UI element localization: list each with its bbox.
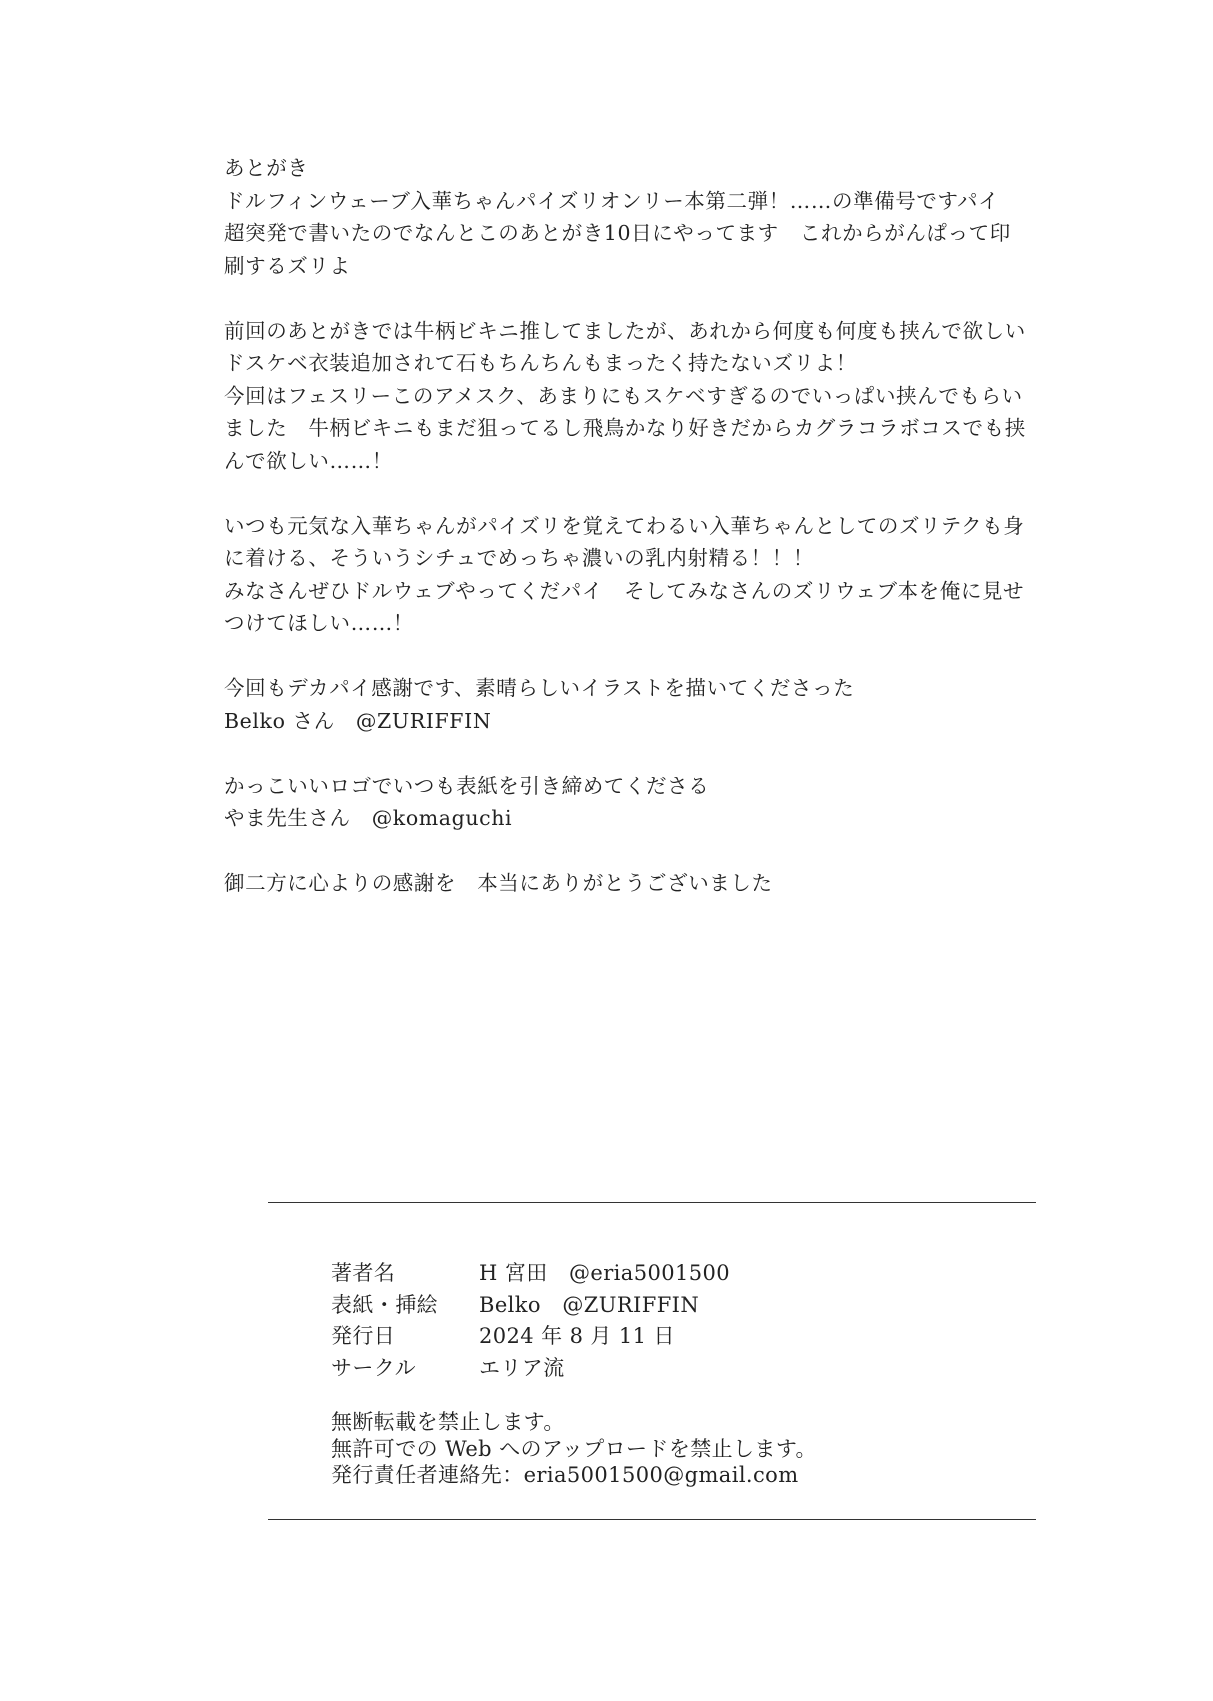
afterword-line: ました 牛柄ビキニもまだ狙ってるし飛鳥かなり好きだからカグラコラボコスでも挟	[224, 416, 1026, 440]
afterword-line: に着ける、そういうシチュでめっちゃ濃いの乳内射精る！！！	[224, 546, 814, 570]
colophon-row-cover	[331, 1290, 730, 1322]
afterword-text	[224, 152, 1124, 900]
no-reprint-notice: 無断転載を禁止します。	[331, 1410, 565, 1434]
author-value: H 宮田 @eria5001500	[479, 1261, 731, 1285]
afterword-line: あとがき	[224, 156, 309, 180]
afterword-line: かっこいいロゴでいつも表紙を引き締めてくださる	[224, 773, 710, 798]
afterword-line: 刷するズリよ	[224, 253, 351, 278]
afterword-line: Belko さん @ZURIFFIN	[224, 708, 492, 733]
colophon-row-date	[331, 1321, 730, 1353]
paragraph-gap	[224, 477, 1124, 510]
colophon-table	[331, 1258, 730, 1384]
no-upload-notice: 無許可での Web へのアップロードを禁止します。	[331, 1436, 817, 1461]
colophon-row-author	[331, 1258, 730, 1290]
colophon-row-circle	[331, 1353, 730, 1385]
circle-label: サークル	[331, 1355, 416, 1380]
paragraph-gap	[224, 282, 1124, 315]
notices-block	[331, 1409, 817, 1489]
afterword-line: 前回のあとがきでは牛柄ビキニ推してましたが、あれから何度も何度も挟んで欲しい	[224, 318, 1026, 343]
afterword-line: んで欲しい……！	[224, 448, 393, 473]
paragraph-gap	[224, 640, 1124, 673]
bottom-divider	[268, 1519, 1036, 1520]
circle-value: エリア流	[479, 1355, 565, 1380]
date-value: 2024 年 8 月 11 日	[479, 1324, 675, 1348]
afterword-line: いつも元気な入華ちゃんがパイズリを覚えてわるい入華ちゃんとしてのズリテクも身	[224, 513, 1025, 538]
paragraph-gap	[224, 737, 1124, 770]
afterword-line: みなさんぜひドルウェブやってくだパイ そしてみなさんのズリウェブ本を俺に見せ	[224, 578, 1025, 603]
afterword-line: 今回はフェスリーこのアメスク、あまりにもスケベすぎるのでいっぱい挟んでもらい	[224, 383, 1023, 408]
afterword-line: 御二方に心よりの感謝を 本当にありがとうございました	[224, 871, 773, 895]
afterword-line: ドルフィンウェーブ入華ちゃんパイズリオンリー本第二弾！……の準備号ですパイ	[224, 188, 1000, 213]
author-label: 著者名	[331, 1261, 396, 1285]
top-divider	[268, 1202, 1036, 1203]
afterword-line: つけてほしい……！	[224, 611, 414, 635]
afterword-line: やま先生さん @komaguchi	[224, 806, 513, 830]
contact-line: 発行責任者連絡先：eria5001500@gmail.com	[331, 1463, 799, 1487]
afterword-line: 超突発で書いたのでなんとこのあとがき10日にやってます これからがんぱって印	[224, 221, 1011, 245]
paragraph-gap	[224, 835, 1124, 868]
date-label: 発行日	[331, 1324, 396, 1348]
cover-value: Belko @ZURIFFIN	[479, 1292, 700, 1317]
afterword-line: 今回もデカパイ感謝です、素晴らしいイラストを描いてくださった	[224, 676, 855, 700]
afterword-line: ドスケベ衣装追加されて石もちんちんもまったく持たないズリよ！	[224, 351, 857, 375]
cover-label: 表紙・挿絵	[331, 1292, 438, 1317]
